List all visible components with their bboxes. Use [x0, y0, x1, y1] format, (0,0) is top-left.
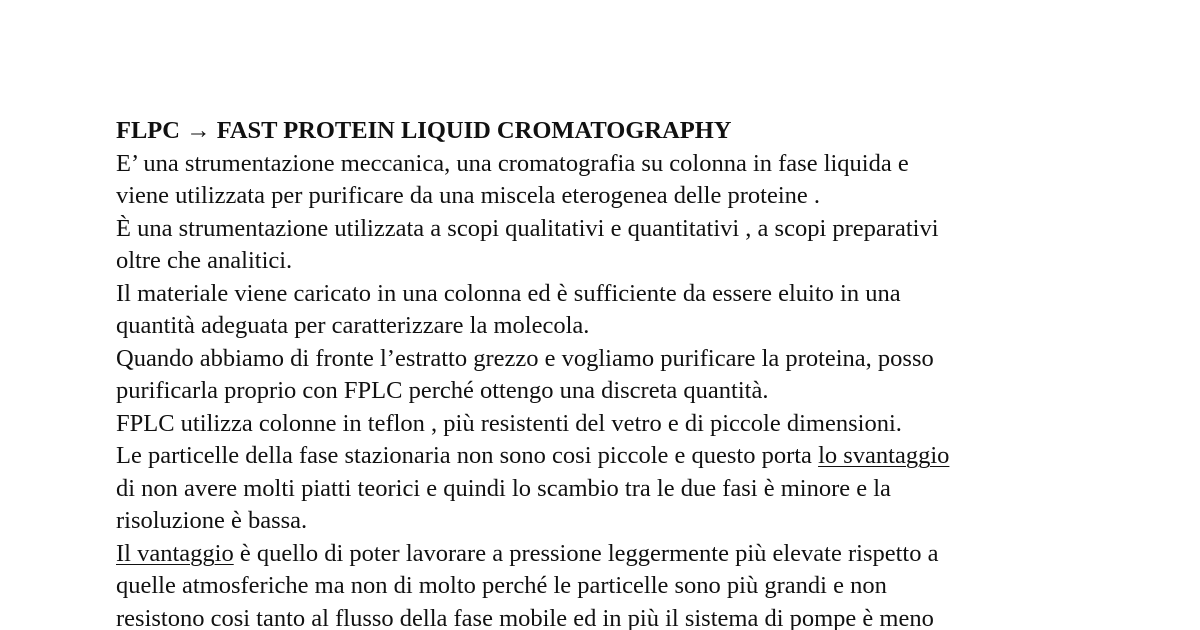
paragraph-line: purificarla proprio con FPLC perché ottengo una discreta quantità. — [116, 377, 769, 404]
paragraph-line: E’ una strumentazione meccanica, una cromatografia su colonna in fase liquida e — [116, 149, 909, 177]
paragraph-line: Quando abbiamo di fronte l’estratto grezzo e vogliamo purificare la proteina, posso — [116, 344, 934, 372]
paragraph-line: risoluzione è bassa. — [116, 507, 308, 534]
underlined-term-vantaggio: Il vantaggio — [116, 539, 234, 567]
paragraph-line: quelle atmosferiche ma non di molto perché le particelle sono più grandi e non — [116, 572, 887, 599]
underlined-term-svantaggio: lo svantaggio — [818, 442, 950, 469]
paragraph-line-svantaggio — [116, 440, 1116, 473]
paragraph-line: FPLC utilizza colonne in teflon , più resistenti del vetro e di piccole dimensioni. — [116, 409, 902, 437]
text-segment: è quello di poter lavorare a pressione leggermente più elevate rispetto a — [233, 539, 939, 567]
paragraph-line: Il materiale viene caricato in una colonna ed è sufficiente da essere eluito in una — [116, 279, 901, 307]
paragraph-line: quantità adeguata per caratterizzare la molecola. — [116, 312, 590, 339]
text-segment: Le particelle della fase stazionaria non sono cosi piccole e questo porta — [116, 442, 819, 469]
paragraph-line: resistono cosi tanto al flusso della fase mobile ed in più il sistema di pompe è meno — [116, 604, 934, 630]
paragraph-line: oltre che analitici. — [116, 247, 293, 274]
paragraph-line: viene utilizzata per purificare da una miscela eterogenea delle proteine . — [116, 182, 821, 209]
document-body — [116, 115, 1116, 630]
paragraph-line-vantaggio — [116, 538, 1116, 571]
paragraph-line: di non avere molti piatti teorici e quindi lo scambio tra le due fasi è minore e la — [116, 474, 891, 502]
document-title: FLPC → FAST PROTEIN LIQUID CROMATOGRAPHY — [116, 117, 732, 144]
paragraph-line: È una strumentazione utilizzata a scopi qualitativi e quantitativi , a scopi preparativi — [116, 214, 939, 242]
